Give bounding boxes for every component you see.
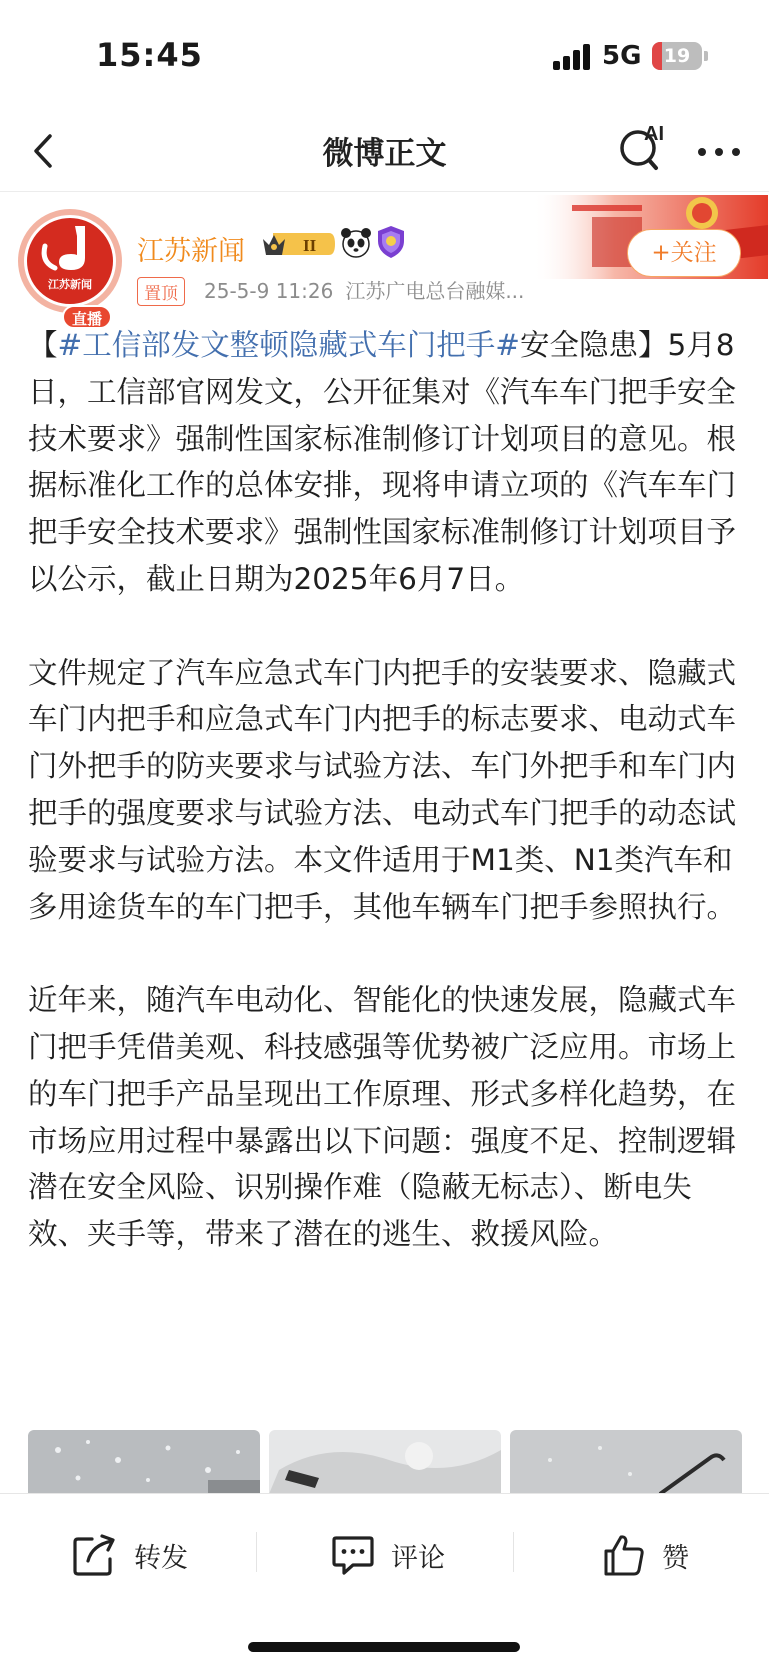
comment-label: 评论: [391, 1542, 445, 1574]
pinned-tag: 置顶: [137, 277, 185, 306]
battery-icon: [652, 42, 702, 70]
post-image-1[interactable]: [28, 1430, 260, 1494]
network-type: 5G: [602, 41, 642, 71]
avatar-logo-text: 江苏新闻: [48, 278, 92, 291]
author-avatar[interactable]: [18, 209, 122, 328]
post-image-2[interactable]: [269, 1430, 501, 1494]
post-paragraph-1: [28, 322, 746, 603]
comment-icon: [331, 1533, 375, 1577]
like-label: 赞: [662, 1542, 689, 1574]
post-image-3[interactable]: [510, 1430, 742, 1494]
like-button[interactable]: [602, 1530, 689, 1580]
signal-icon: [553, 44, 593, 70]
follow-button[interactable]: +关注: [627, 229, 741, 277]
panda-icon[interactable]: [340, 227, 372, 259]
image-1-content: [28, 1430, 260, 1494]
image-2-content: [269, 1430, 501, 1494]
topic-link[interactable]: #工信部发文整顿隐藏式车门把手#: [57, 328, 520, 362]
bottom-action-bar: [0, 1493, 769, 1665]
image-3-content: [510, 1430, 742, 1494]
action-divider: [513, 1532, 514, 1572]
thumbs-up-icon: [602, 1533, 646, 1577]
post-paragraph-3: 近年来，随汽车电动化、智能化的快速发展，隐藏式车门把手凭借美观、科技感强等优势被广泛应用。市场上的车门把手产品呈现出工作原理、形式多样化趋势，在市场应用过程中暴露出以下问题：强度不足、控制逻辑潜在安全风险、识别操作难（隐蔽无标志）、断电失效、夹手等，带来了潜在的逃生、救援风险。: [28, 983, 737, 1252]
action-divider: [256, 1532, 257, 1572]
home-indicator[interactable]: [248, 1642, 520, 1652]
more-button[interactable]: [692, 132, 748, 172]
music-note-logo-icon: [27, 218, 113, 278]
vip-badge-icon[interactable]: [259, 229, 337, 259]
post-timestamp: 25-5-9 11:26: [204, 279, 334, 303]
repost-button[interactable]: [72, 1530, 188, 1580]
bracket-open: 【: [28, 328, 58, 362]
vip-level: II: [303, 236, 317, 255]
post-meta: [204, 275, 524, 304]
nav-bar: [0, 110, 769, 192]
battery-cap: [704, 51, 708, 61]
author-name[interactable]: 江苏新闻: [137, 236, 245, 267]
share-icon: [72, 1533, 118, 1577]
status-bar: [0, 0, 769, 110]
status-time: 15:45: [96, 36, 203, 74]
more-icon: [692, 132, 748, 172]
post-paragraph-2: 文件规定了汽车应急式车门内把手的安装要求、隐藏式车门内把手和应急式车门内把手的标志要求、电动式车门外把手的防夹要求与试验方法、车门外把手和车门内把手的强度要求与试验方法、电动式车门把手的动态试验要求与试验方法。本文件适用于M1类、N1类汽车和多用途货车的车门把手，其他车辆车门把手参照执行。: [28, 655, 737, 924]
paragraph-1-text: 安全隐患】5月8日，工信部官网发文，公开征集对《汽车车门把手安全技术要求》强制性国家标准制修订计划项目的意见。根据标准化工作的总体安排，现将申请立项的《汽车车门把手安全技术要求》强制性国家标准制修订计划项目予以公示，截止日期为2025年6月7日。: [28, 328, 737, 596]
repost-label: 转发: [134, 1542, 188, 1574]
post-body: [28, 322, 746, 1305]
post-header: [0, 193, 769, 328]
avatar-logo: [24, 215, 116, 307]
comment-button[interactable]: [331, 1530, 445, 1580]
post-images: [28, 1430, 742, 1494]
live-badge: 直播: [62, 305, 112, 329]
battery-percent: 19: [663, 45, 691, 67]
ai-search-icon: [616, 118, 672, 178]
post-source: 江苏广电总台融媒...: [345, 279, 525, 303]
ai-search-button[interactable]: [616, 118, 672, 178]
page-title: 微博正文: [322, 136, 447, 172]
shield-badge-icon[interactable]: [376, 225, 406, 259]
ai-label: AI: [644, 123, 664, 145]
